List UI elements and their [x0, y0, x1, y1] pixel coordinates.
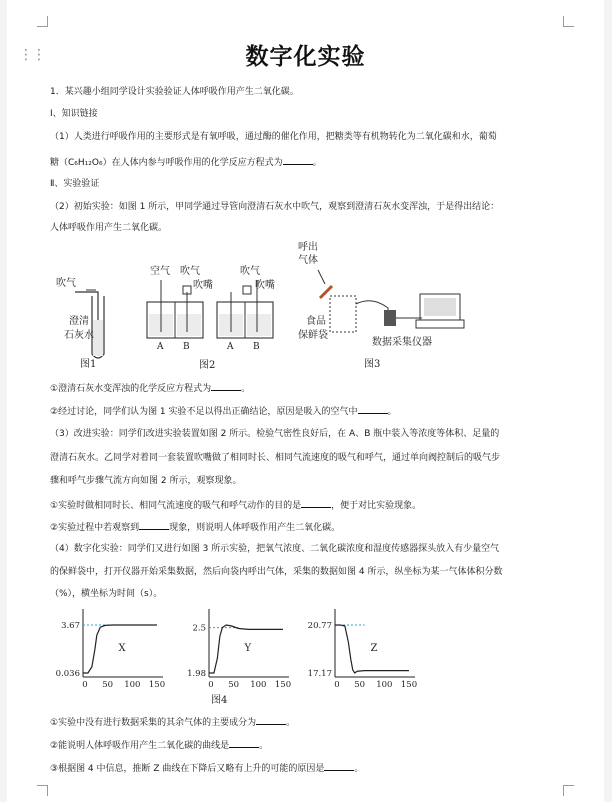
- chart-Z-series-label: Z: [370, 643, 378, 654]
- fig3-sensor-box-icon: [384, 310, 396, 326]
- chart-Z-y-tick-label: 17.17: [307, 669, 332, 679]
- fig3-bag: [330, 296, 356, 332]
- figure-2: [135, 262, 285, 372]
- fig2-label-blow-2: 吹气: [240, 266, 260, 277]
- chart-X-series-label: X: [118, 643, 126, 654]
- chart-Y-x-tick-label: 0: [208, 680, 214, 690]
- document-page: [7, 0, 604, 802]
- fig2-label-b-1: B: [183, 342, 190, 352]
- fig3-caption: 图3: [364, 359, 381, 370]
- fig2-label-blow-1: 吹气: [180, 266, 200, 277]
- fig3-label-bag-2: 保鲜袋: [298, 330, 328, 341]
- question-intro: 1．某兴趣小组同学设计实验验证人体呼吸作用产生二氧化碳。: [50, 87, 299, 97]
- question-3-line-3: 骤和呼气步骤气流方向如图 2 所示，观察现象。: [50, 476, 242, 486]
- question-4-sub-2: ②能说明人体呼吸作用产生二氧化碳的曲线是 。: [50, 738, 570, 752]
- figure-1: [50, 262, 130, 370]
- chart-Z-x-tick-label: 100: [376, 680, 393, 690]
- chart-Z-x-tick-label: 0: [334, 680, 340, 690]
- question-4-line-3: （%），横坐标为时间（s）。: [50, 589, 163, 599]
- question-3-sub-2: ②实验过程中若观察到 现象，则说明人体呼吸作用产生二氧化碳。: [50, 520, 570, 534]
- chart-Y-x-tick-label: 150: [274, 680, 292, 690]
- crop-mark-bottom-right: [563, 785, 574, 796]
- answer-blank[interactable]: [301, 498, 331, 508]
- fig1-limewater: [93, 320, 103, 356]
- question-4-sub-3: ③根据图 4 中信息，推断 Z 曲线在下降后又略有上升的可能的原因是 。: [50, 761, 570, 775]
- chart-X-y-tick-label: 0.036: [55, 669, 80, 679]
- answer-blank[interactable]: [283, 155, 313, 165]
- answer-blank[interactable]: [358, 404, 388, 414]
- chart-Y-y-tick-label: 2.5: [192, 623, 206, 634]
- answer-blank[interactable]: [211, 381, 241, 391]
- question-4-line-2: 的保鲜袋中，打开仪器开始采集数据，然后向袋内呼出气体，采集的数据如图 4 所示，纵坐标为某一气体体积分数: [50, 567, 503, 577]
- chart-Y-series-label: Y: [244, 643, 252, 654]
- fig2-label-mouthpiece-2: 吹嘴: [255, 280, 275, 291]
- chart-Y-y-tick-label: 1.98: [187, 669, 206, 679]
- chart-Z-x-tick-label: 50: [354, 680, 366, 690]
- chart-X-y-tick-label: 3.67: [61, 621, 80, 631]
- page-title: 数字化实验: [245, 43, 366, 70]
- chart-Y-x-tick-label: 50: [228, 680, 240, 690]
- figure-4-charts: [47, 605, 437, 710]
- fig4-caption: 图4: [211, 695, 228, 706]
- drag-handle-icon[interactable]: ⋮⋮: [19, 47, 45, 63]
- chart-X-x-tick-label: 50: [102, 680, 114, 690]
- fig3-label-bag-1: 食品: [306, 316, 326, 327]
- crop-mark-bottom-left: [37, 785, 48, 796]
- chart-X-x-tick-label: 0: [82, 680, 88, 690]
- section-knowledge: Ⅰ、知识链接: [50, 109, 98, 119]
- question-3-line-1: （3）改进实验：同学们改进实验装置如图 2 所示。检验气密性良好后，在 A、B 瓶中装入等浓度等体积、足量的: [50, 429, 500, 439]
- fig2-label-b-2: B: [253, 342, 260, 352]
- fig3-screen: [424, 298, 456, 316]
- fig3-arrow-icon: [318, 270, 325, 284]
- question-2-line-1: （2）初始实验：如图 1 所示，甲同学通过导管向澄清石灰水中吹气，观察到澄清石灰水变浑浊，于是得出结论：: [50, 202, 500, 212]
- fig1-label-limewater: 石灰水: [64, 330, 94, 341]
- chart-X-x-tick-label: 100: [124, 680, 141, 690]
- answer-blank[interactable]: [324, 761, 354, 771]
- crop-mark-top-right: [563, 16, 574, 27]
- question-2-sub-1: ①澄清石灰水变浑浊的化学反应方程式为 。: [50, 381, 570, 395]
- answer-blank[interactable]: [139, 520, 169, 530]
- chart-X-x-tick-label: 150: [148, 680, 166, 690]
- fig2-caption: 图2: [199, 360, 216, 371]
- fig2-label-air: 空气: [150, 266, 170, 277]
- fig3-cable: [356, 301, 388, 316]
- fig1-label-clear: 澄清: [69, 316, 89, 327]
- answer-blank[interactable]: [229, 738, 259, 748]
- chart-Z-x-tick-label: 150: [400, 680, 418, 690]
- fig2-label-a-1: A: [157, 342, 164, 352]
- question-1-line-1: （1）人类进行呼吸作用的主要形式是有氧呼吸，通过酶的催化作用，把糖类等有机物转化为二氧化碳和水，葡萄: [50, 132, 497, 142]
- question-2-sub-2: ②经过讨论，同学们认为图 1 实验不足以得出正确结论，原因是吸入的空气中 。: [50, 404, 570, 418]
- fig1-caption: 图1: [80, 359, 97, 370]
- question-4-line-1: （4）数字化实验：同学们又进行如图 3 所示实验，把氧气浓度、二氧化碳浓度和湿度传感器探头放入有少量空气: [50, 544, 500, 554]
- question-1-line-2: 糖（C₆H₁₂O₆）在人体内参与呼吸作用的化学反应方程式为 。: [50, 155, 570, 169]
- fig2-label-mouthpiece-1: 吹嘴: [193, 280, 213, 291]
- answer-blank[interactable]: [256, 715, 286, 725]
- fig2-label-a-2: A: [227, 342, 234, 352]
- question-3-line-2: 澄清石灰水。乙同学对着同一套装置吹嘴做了相同时长、相同气流速度的吸气和呼气，通过单向阀控制后的吸气步: [50, 453, 501, 463]
- fig3-label-exhale-2: 气体: [298, 255, 318, 266]
- fig3-label-instrument: 数据采集仪器: [372, 337, 432, 348]
- fig3-keyboard-icon: [416, 320, 464, 328]
- section-verify: Ⅱ、实验验证: [50, 179, 100, 189]
- figure-3: [292, 238, 472, 373]
- chart-Z-y-tick-label: 20.77: [307, 621, 332, 631]
- fig3-label-exhale-1: 呼出: [298, 242, 318, 253]
- question-3-sub-1: ①实验时做相同时长、相同气流速度的吸气和呼气动作的目的是 ，便于对比实验现象。: [50, 498, 570, 512]
- fig1-label-blow: 吹气: [56, 278, 76, 289]
- crop-mark-top-left: [37, 16, 48, 27]
- chart-Y-x-tick-label: 100: [250, 680, 267, 690]
- question-4-sub-1: ①实验中没有进行数据采集的其余气体的主要成分为 。: [50, 715, 570, 729]
- question-2-line-2: 人体呼吸作用产生二氧化碳。: [50, 223, 168, 233]
